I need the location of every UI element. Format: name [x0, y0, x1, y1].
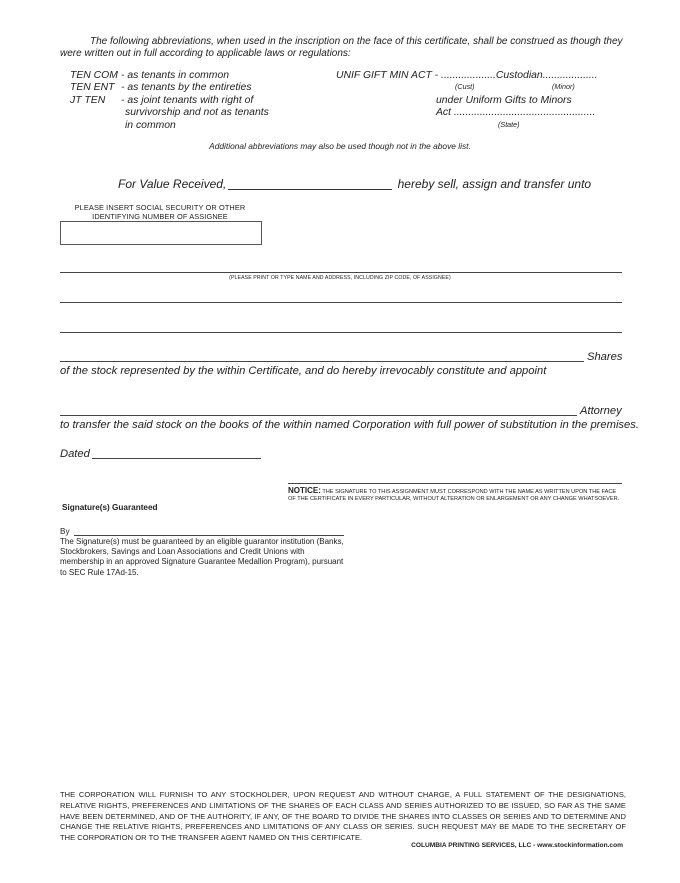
for-value-received-label: For Value Received,	[118, 177, 227, 191]
attorney-label: Attorney	[580, 405, 622, 417]
additional-abbreviations-note: Additional abbreviations may also be used though not in the above list.	[209, 141, 471, 151]
stock-represented-text: of the stock represented by the within Certificate, and do hereby irrevocably constitute and appoint	[60, 365, 547, 377]
abbr-def-ten-com: - as tenants in common	[121, 70, 229, 81]
print-name-address-note: (PLEASE PRINT OR TYPE NAME AND ADDRESS, INCLUDING ZIP CODE, OF ASSIGNEE)	[229, 275, 451, 281]
signature-line[interactable]	[288, 483, 622, 484]
intro-paragraph	[60, 36, 626, 60]
intro-line-1: The following abbreviations, when used in the inscription on the face of this certificate, shall be construed as though they	[90, 36, 623, 47]
unif-gift-line-3: Act .................................................	[436, 107, 596, 118]
unif-gift-line-1: UNIF GIFT MIN ACT - ...................Custodian...................	[336, 70, 598, 81]
ssn-label: PLEASE INSERT SOCIAL SECURITY OR OTHER IDENTIFYING NUMBER OF ASSIGNEE	[74, 203, 246, 221]
attorney-line[interactable]	[60, 415, 577, 416]
notice-label: NOTICE:	[288, 486, 321, 495]
signature-guaranteed-label: Signature(s) Guaranteed	[62, 503, 158, 512]
assignee-address-line-2[interactable]	[60, 332, 622, 333]
abbr-def-jt-ten-cont-2: in common	[125, 119, 176, 131]
abbr-code-jt-ten: JT TEN	[70, 94, 106, 106]
state-label: (State)	[498, 120, 520, 129]
dated-line[interactable]	[92, 458, 261, 459]
intro-line-2: were written out in full according to applicable laws or regulations:	[60, 48, 351, 59]
transfer-stock-text: to transfer the said stock on the books of the within named Corporation with full power of substitution in the premises.	[60, 419, 639, 431]
notice-text: THE SIGNATURE TO THIS ASSIGNMENT MUST CORRESPOND WITH THE NAME AS WRITTEN UPON THE FACE OF THE CERTIFICATE IN EVERY PARTICULAR, WITHOUT ALTERATION OR ENLARGEMENT OR ANY CHANGE WHATSOEVER.	[288, 489, 620, 502]
corporation-statement-footer: THE CORPORATION WILL FURNISH TO ANY STOCKHOLDER, UPON REQUEST AND WITHOUT CHARGE, A FULL STATEMENT OF THE DESIGNATIONS, RELATIVE RIGHTS, PREFERENCES AND LIMITATIONS OF THE SHARES OF EACH CLASS AND SERIES AUTHORIZED TO BE ISSUED, SO FAR AS THE SAME HAVE BEEN DETERMINED, AND OF THE AUTHORITY, IF ANY, OF THE BOARD TO DIVIDE THE SHARES INTO CLASSES OR SERIES AND TO DETERMINE AND CHANGE THE RELATIVE RIGHTS, PREFERENCES AND LIMITATIONS OF ANY CLASS OR SERIES. SUCH REQUEST MAY BE MADE TO THE SECRETARY OF THE CORPORATION OR TO THE TRANSFER AGENT NAMED ON THIS CERTIFICATE.	[60, 790, 626, 843]
unif-gift-line-2: under Uniform Gifts to Minors	[436, 95, 572, 106]
shares-label: Shares	[587, 351, 623, 363]
abbreviations-list	[0, 70, 320, 132]
by-label: By	[60, 527, 70, 536]
guarantee-requirement-text: The Signature(s) must be guaranteed by an eligible guarantor institution (Banks, Stockbrokers, Savings and Loan Associations and Credit Unions with membership in an approved Signature Guarantee Medallion Program), pursuant to SEC Rule 17Ad-15.	[60, 537, 344, 577]
value-received-blank[interactable]	[228, 177, 392, 190]
for-value-received-row	[118, 177, 591, 191]
abbr-code-ten-com: TEN COM	[70, 70, 118, 81]
abbr-def-ten-ent: - as tenants by the entireties	[121, 82, 252, 94]
abbr-def-jt-ten-cont-1: survivorship and not as tenants	[125, 107, 269, 119]
dated-label: Dated	[60, 448, 90, 460]
hereby-transfer-label: hereby sell, assign and transfer unto	[397, 177, 592, 191]
abbr-code-ten-ent: TEN ENT	[70, 82, 115, 94]
abbr-def-jt-ten: - as joint tenants with right of	[121, 94, 254, 106]
shares-line[interactable]	[60, 361, 584, 362]
minor-label: (Minor)	[552, 82, 575, 91]
guarantor-signature-line[interactable]	[74, 535, 344, 536]
assignee-name-line[interactable]	[60, 272, 622, 273]
cust-label: (Cust)	[455, 82, 475, 91]
notice-block	[288, 487, 624, 503]
assignee-address-line-1[interactable]	[60, 302, 622, 303]
ssn-input-box[interactable]	[60, 221, 262, 245]
printer-credit: COLUMBIA PRINTING SERVICES, LLC - www.stockinformation.com	[411, 842, 623, 849]
